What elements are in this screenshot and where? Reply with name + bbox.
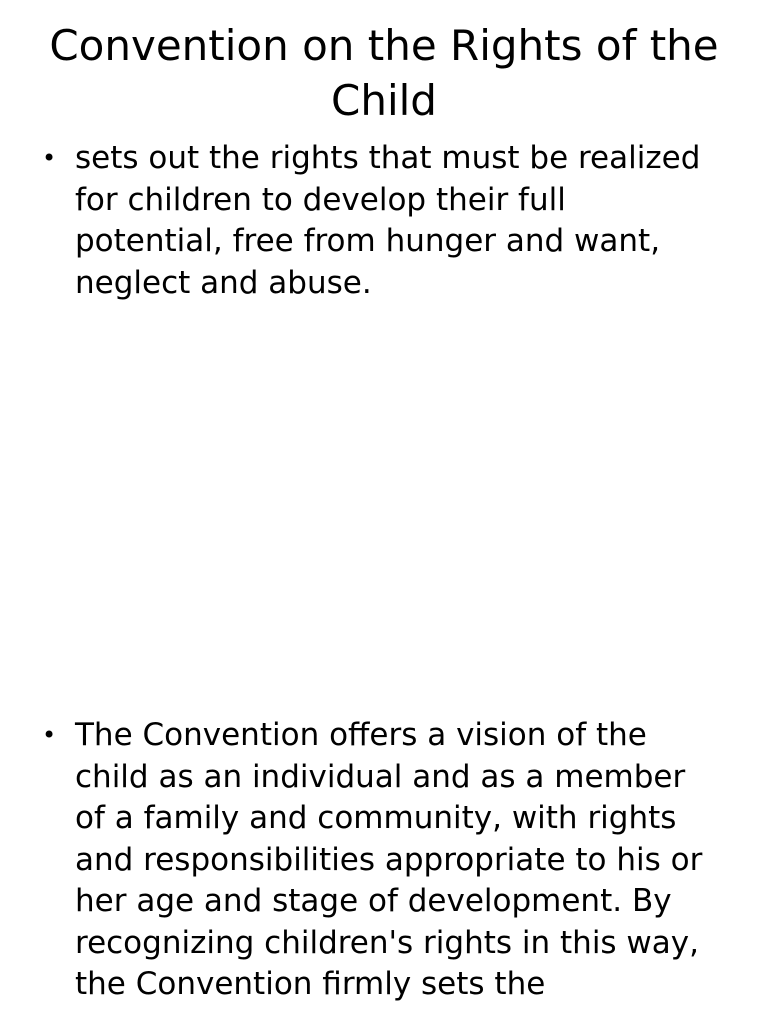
bullet-marker: • bbox=[42, 721, 57, 749]
bullet-text: sets out the rights that must be realized for children to develop their full potential, free from hunger and want, neglect and abuse. bbox=[75, 140, 701, 301]
slide-title: Convention on the Rights of the Child bbox=[49, 21, 719, 125]
bullet-marker: • bbox=[42, 144, 57, 172]
bullet-text: The Convention offers a vision of the child as an individual and as a member of a family and community, with rights and responsibilities appropriate to his or her age and stage of development. By recognizing children's rights in this way, the Convention firmly sets the bbox=[75, 717, 703, 1002]
